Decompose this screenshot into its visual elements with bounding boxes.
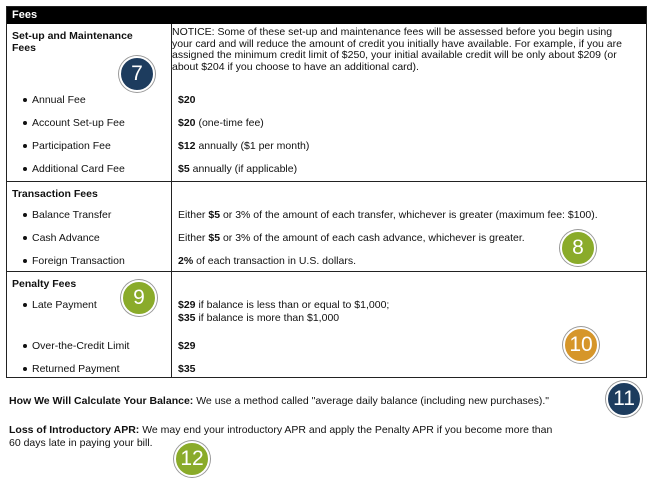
setup-notice: NOTICE: Some of these set-up and maintenance fees will be assessed before you begin using your card and will reduce the amount of credit you initially have available. For example, if you are assigned the minimum credit limit of $250, your initial available credit will be only about $209 (or about $204 if you choose to have an additional card).: [172, 26, 622, 73]
badge-9: 9: [121, 280, 157, 316]
fee-value-setup: $20 (one-time fee): [178, 117, 264, 129]
apr-note-line2: 60 days late in paying your bill.: [9, 437, 153, 449]
fee-label-annual: Annual Fee: [32, 94, 86, 106]
bullet: [23, 344, 27, 348]
fee-label-participation: Participation Fee: [32, 140, 111, 152]
fee-label-foreign-transaction: Foreign Transaction: [32, 255, 125, 267]
badge-7: 7: [119, 56, 155, 92]
fee-value-late-payment-line1: $29 if balance is less than or equal to $1,000;: [178, 299, 390, 311]
fee-label-cash-advance: Cash Advance: [32, 232, 100, 244]
badge-10: 10: [563, 327, 599, 363]
fee-value-foreign-transaction: 2% of each transaction in U.S. dollars.: [178, 255, 357, 267]
bullet: [23, 167, 27, 171]
setup-title-line2: Fees: [12, 42, 36, 54]
balance-calculation-note: How We Will Calculate Your Balance: We use a method called "average daily balance (including new purchases).": [9, 395, 550, 407]
penalty-title: Penalty Fees: [12, 278, 77, 290]
column-divider: [171, 24, 172, 377]
fee-label-setup: Account Set-up Fee: [32, 117, 125, 129]
apr-note-line1: Loss of Introductory APR: We may end your introductory APR and apply the Penalty APR if you become more than: [9, 424, 553, 436]
bullet: [23, 367, 27, 371]
bullet: [23, 98, 27, 102]
fee-label-balance-transfer: Balance Transfer: [32, 209, 112, 221]
bullet: [23, 303, 27, 307]
fee-value-cash-advance: Either $5 or 3% of the amount of each cash advance, whichever is greater.: [178, 232, 525, 244]
fees-table: [6, 6, 647, 378]
fee-label-returned-payment: Returned Payment: [32, 363, 120, 375]
badge-11: 11: [606, 381, 642, 417]
fee-label-over-limit: Over-the-Credit Limit: [32, 340, 130, 352]
bullet: [23, 144, 27, 148]
bullet: [23, 236, 27, 240]
fees-header: Fees: [7, 7, 646, 24]
fee-value-over-limit: $29: [178, 340, 196, 352]
bullet: [23, 213, 27, 217]
setup-title-line1: Set-up and Maintenance: [12, 30, 133, 42]
row-divider-transaction: [7, 181, 646, 182]
badge-8: 8: [560, 230, 596, 266]
row-divider-penalty: [7, 271, 646, 272]
fee-value-returned-payment: $35: [178, 363, 196, 375]
bullet: [23, 121, 27, 125]
transaction-title: Transaction Fees: [12, 188, 98, 200]
fee-value-additional-card: $5 annually (if applicable): [178, 163, 298, 175]
fee-value-late-payment-line2: $35 if balance is more than $1,000: [178, 312, 340, 324]
fee-value-participation: $12 annually ($1 per month): [178, 140, 310, 152]
fee-label-additional-card: Additional Card Fee: [32, 163, 125, 175]
fee-value-annual: $20: [178, 94, 196, 106]
bullet: [23, 259, 27, 263]
fee-value-balance-transfer: Either $5 or 3% of the amount of each transfer, whichever is greater (maximum fee: $100).: [178, 209, 598, 221]
badge-12: 12: [174, 441, 210, 477]
fee-label-late-payment: Late Payment: [32, 299, 97, 311]
